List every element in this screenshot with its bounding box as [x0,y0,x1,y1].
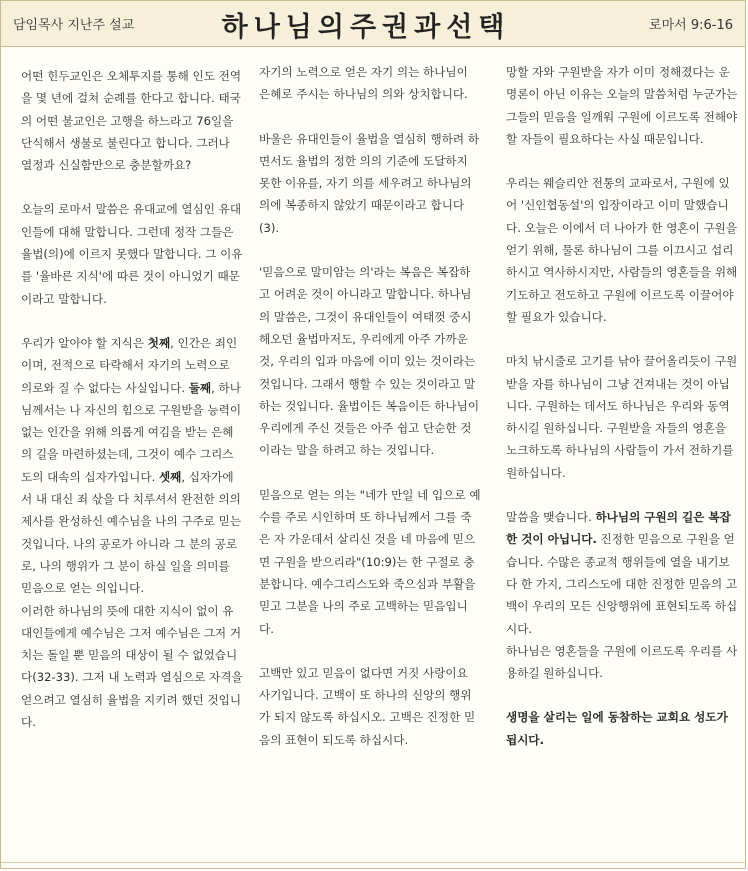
closing-statement: 생명을 살리는 일에 동참하는 교회요 성도가 됩시다. [506,710,728,747]
paragraph: 어떤 힌두교인은 오체투지를 통해 인도 전역을 몇 년에 걸쳐 순례를 한다고 합니다. 태국의 어떤 불교인은 고행을 하느라고 76일을 단식해서 생불로 불린다고 합니다. 그러나 열정과 신실함만으로 충분할까요? [21,69,242,173]
paragraph: 우리가 알아야 할 지식은 첫째, 인간은 죄인이며, 전적으로 타락해서 자기의 노력으로 의로와 질 수 없다는 사실입니다. 둘째, 하나님께서는 나 자신의 힘으로 구원받을 능력이 없는 인간을 위해 의롭게 여김을 받는 은혜의 길을 마련하셨는데, 그것이 예수 그리스도의 대속의 십자가입니다. 셋째, 십자가에서 내 대신 죄 삯을 다 치루셔서 완전한 의의 제사를 완성하신 예수님을 나의 구주로 믿는 것입니다. 나의 공로가 아니라 그 분의 공로로, 나의 행위가 그 분이 하실 일을 의미를 믿음으로 얻는 의입니다. [21,335,242,596]
header-label: 담임목사 지난주 설교 [13,18,135,33]
column-1 [21,61,243,733]
paragraph: 고백만 있고 믿음이 없다면 거짓 사랑이요 사기입니다. 고백이 또 하나의 신앙의 행위가 되지 않도록 하십시오. 고백은 진정한 믿음의 표현이 되도록 하십시다. [259,665,476,747]
header-bar [1,1,745,47]
divider [1,862,745,863]
column-2 [259,61,481,773]
paragraph: '믿음으로 말미암는 의'라는 복음은 복잡하고 어려운 것이 아니라고 말합니다. 하나님의 말씀은, 그것이 유대인들이 여태껏 중시해오던 율법마저도, 우리에게 아주 가까운 것, 우리의 입과 마음에 이미 있는 것이라는 것입니다. 그래서 행할 수 있는 것이라고 말하는 것입니다. 율법이든 복음이든 하나님이 우리에게 주신 것들은 아주 쉽고 단순한 것이라는 말을 하려고 하는 것입니다. [259,265,480,458]
paragraph: 하나님은 영혼들을 구원에 이르도록 우리를 사용하길 원하십니다. [506,643,738,681]
scripture-reference: 로마서 9:6-16 [649,18,733,33]
emphasis: 하나님의 구원의 길은 복잡한 것이 아닙니다. [506,510,731,547]
sermon-title: 하나님의주권과선택 [221,12,511,43]
paragraph: 말씀을 맺습니다. 하나님의 구원의 길은 복잡한 것이 아닙니다. 진정한 믿음으로 구원을 얻습니다. 수많은 종교적 행위들에 열을 내기보다 한 가지, 그리스도에 대한 진정한 믿음의 고백이 우리의 모든 신앙행위에 표현되도록 하십시다. [506,510,738,636]
paragraph: 믿음으로 얻는 의는 "네가 만일 네 입으로 예수를 주로 시인하며 또 하나님께서 그를 죽은 자 가운데서 살리신 것을 네 마음에 믿으면 구원을 받으리라"(10:9)는 한 구절로 충분합니다. 예수그리스도와 죽으심과 부활을 믿고 그분을 나의 주로 고백하는 믿음입니다. [259,487,481,636]
paragraph: 바울은 유대인들이 율법을 열심히 행하려 하면서도 율법의 정한 의의 기준에 도달하지 못한 이유를, 자기 의를 세우려고 하나님의 의에 복종하지 않았기 때문이라고 합니다(3). [259,131,480,235]
emphasis: 셋째 [158,469,182,484]
paragraph: 마치 낚시줄로 고기를 낚아 끌어올리듯이 구원받을 자를 하나님이 그냥 건져내는 것이 아닙니다. 구원하는 데서도 하나님은 우리와 동역하시길 원하십니다. 구원받을 자들의 영혼을 노크하도록 하나님의 사람들이 가서 전하기를 원하십니다. [506,354,738,480]
emphasis: 첫째 [147,335,171,350]
paragraph: 이러한 하나님의 뜻에 대한 지식이 없이 유대인들에게 예수님은 그저 예수님은 그저 거치는 돌일 뿐 믿음의 대상이 될 수 없었습니다(32-33). 그저 내 노력과 열심으로 자격을 얻으려고 열심히 율법을 지키려 했던 것입니다. [21,603,243,730]
paragraph: 망할 자와 구원받을 자가 이미 정해졌다는 운명론이 아닌 이유는 오늘의 말씀처럼 누군가는 그들의 믿음을 일깨워 구원에 이르도록 전해야 할 자들이 필요하다는 사실 때문입니다. [506,65,738,146]
paragraph: 자기의 노력으로 얻은 자기 의는 하나님이 은혜로 주시는 하나님의 의와 상치합니다. [259,65,468,102]
paragraph: 오늘의 로마서 말씀은 유대교에 열심인 유대인들에 대해 말합니다. 그런데 정작 그들은 율법(의)에 이르지 못했다 말합니다. 그 이유를 '율바른 지식'에 따른 것이 아니었기 때문이라고 말합니다. [21,202,243,306]
column-3 [506,61,738,773]
paragraph: 우리는 웨슬리안 전통의 교파로서, 구원에 있어 '신인협동설'의 입장이라고 이미 말했습니다. 오늘은 이에서 더 나아가 한 영혼이 구원을 얻기 위해, 물론 하나님이 그를 이끄시고 섭리하시고 역사하시지만, 사람들의 영혼들을 위해 기도하고 전도하고 구원에 이르도록 이끌어야 할 필요가 있습니다. [506,176,738,324]
emphasis: 둘째 [188,380,212,395]
